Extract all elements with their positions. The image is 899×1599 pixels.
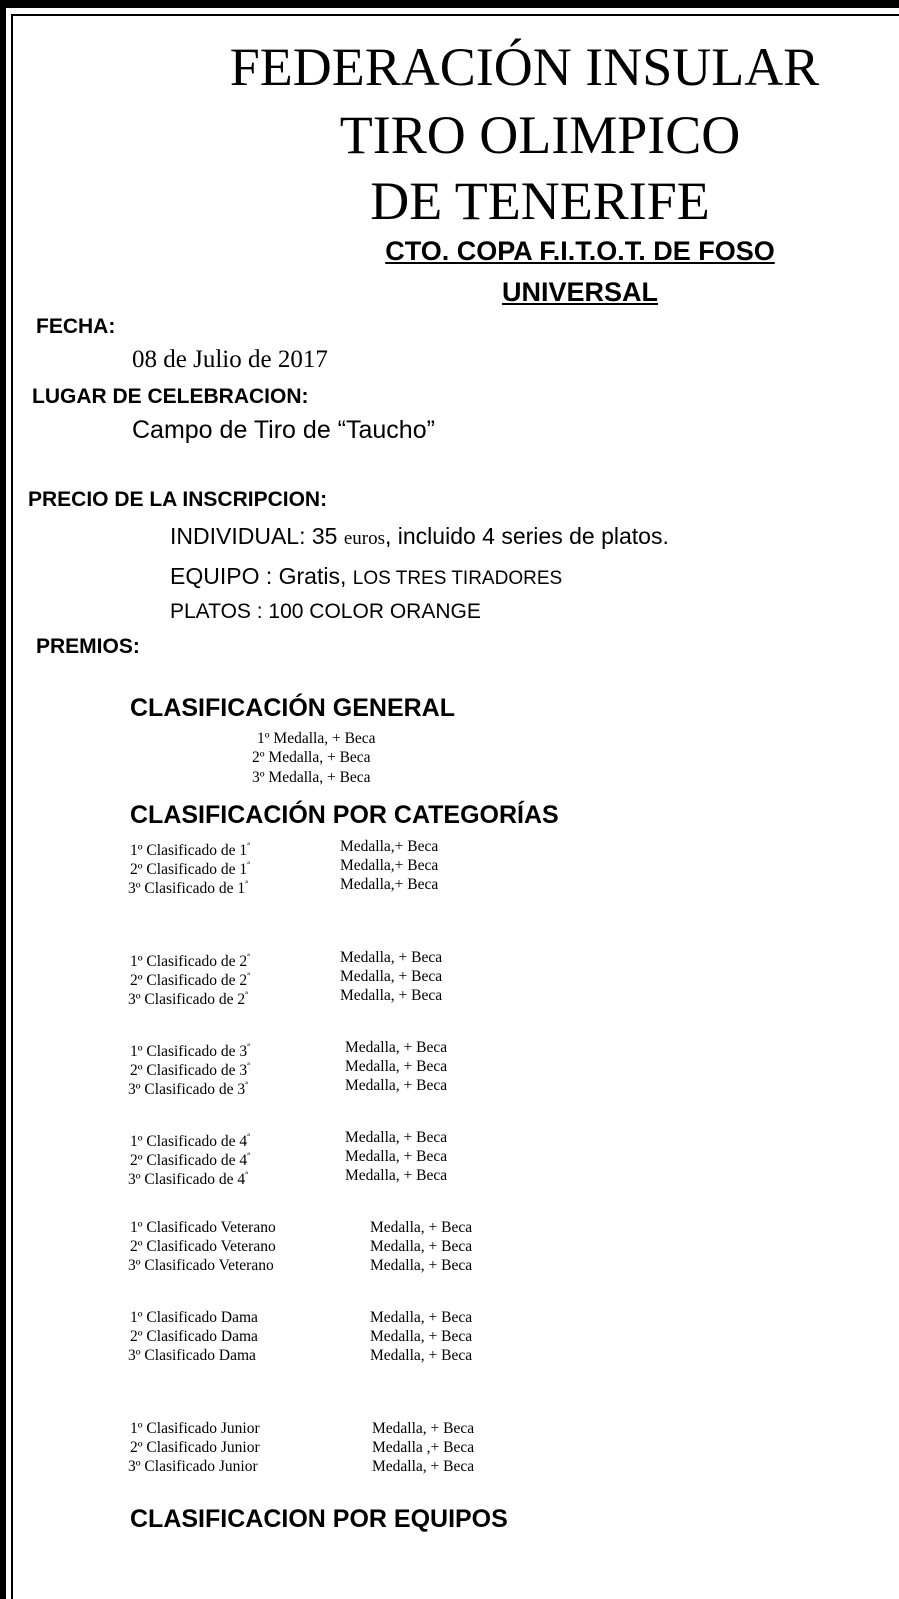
category-place: 1º Clasificado Dama [130, 1309, 258, 1326]
category-place: 2º Clasificado de $3^ª$ [130, 1061, 250, 1080]
category-prize: Medalla, + Beca [345, 1148, 448, 1165]
category-prize: Medalla, + Beca [370, 1238, 473, 1255]
category-place: 2º Clasificado Dama [130, 1328, 258, 1345]
category-place: 2º Clasificado de $1^ª$ [130, 860, 250, 879]
category-place: 3º Clasificado de $4^ª$ [128, 1170, 248, 1189]
general-item: 3º Medalla, + Beca [252, 769, 371, 786]
category-prize: Medalla, + Beca [340, 968, 443, 985]
category-place: 1º Clasificado de $4^ª$ [130, 1132, 250, 1151]
category-prize: Medalla, + Beca [345, 1058, 448, 1075]
precio-equipo-suffix: LOS TRES TIRADORES [352, 568, 563, 589]
category-place: 1º Clasificado de $3^ª$ [130, 1042, 250, 1061]
category-prize: Medalla ,+ Beca [372, 1439, 475, 1456]
general-item: 1º Medalla, + Beca [257, 730, 376, 747]
precio-individual-prefix: INDIVIDUAL: 35 [170, 523, 344, 549]
category-prize: Medalla, + Beca [340, 949, 443, 966]
category-prize: Medalla, + Beca [372, 1420, 475, 1437]
category-place: 1º Clasificado Junior [130, 1420, 260, 1437]
categorias-heading: CLASIFICACIÓN POR CATEGORÍAS [130, 801, 559, 829]
category-place: 3º Clasificado Junior [128, 1458, 258, 1475]
premios-label: PREMIOS: [36, 635, 140, 658]
category-prize: Medalla, + Beca [370, 1347, 473, 1364]
category-prize: Medalla, + Beca [370, 1219, 473, 1236]
category-prize: Medalla, + Beca [340, 987, 443, 1004]
category-prize: Medalla, + Beca [345, 1129, 448, 1146]
precio-individual-suffix: , incluido 4 series de platos. [385, 523, 669, 549]
subtitle-line-2: UNIVERSAL [501, 277, 658, 307]
title-line-3: DE TENERIFE [370, 171, 710, 231]
category-place: 3º Clasificado Veterano [128, 1257, 274, 1274]
precio-equipo [170, 563, 562, 590]
title-line-2: TIRO OLIMPICO [339, 105, 741, 165]
category-place: 3º Clasificado de $3^ª$ [128, 1080, 248, 1099]
equipos-heading: CLASIFICACION POR EQUIPOS [130, 1505, 508, 1533]
lugar-value: Campo de Tiro de “Taucho” [132, 416, 435, 444]
category-prize: Medalla, + Beca [345, 1077, 448, 1094]
category-prize: Medalla,+ Beca [340, 857, 439, 874]
category-place: 2º Clasificado de $2^ª$ [130, 971, 250, 990]
title-line-1: FEDERACIÓN INSULAR [229, 37, 820, 97]
category-place: 1º Clasificado de $1^ª$ [130, 841, 250, 860]
category-prize: Medalla, + Beca [370, 1328, 473, 1345]
category-place: 3º Clasificado de $1^ª$ [128, 879, 248, 898]
subtitle-line-1: CTO. COPA F.I.T.O.T. DE FOSO [385, 236, 775, 266]
precio-platos: PLATOS : 100 COLOR ORANGE [170, 600, 481, 623]
category-prize: Medalla, + Beca [370, 1257, 473, 1274]
category-prize: Medalla, + Beca [345, 1039, 448, 1056]
precio-label: PRECIO DE LA INSCRIPCION: [28, 488, 328, 511]
lugar-label: LUGAR DE CELEBRACION: [32, 385, 309, 408]
category-prize: Medalla, + Beca [345, 1167, 448, 1184]
category-prize: Medalla, + Beca [372, 1458, 475, 1475]
fecha-value: 08 de Julio de 2017 [132, 346, 328, 373]
category-prize: Medalla, + Beca [370, 1309, 473, 1326]
category-place: 2º Clasificado Veterano [130, 1238, 276, 1255]
category-place: 2º Clasificado Junior [130, 1439, 260, 1456]
category-place: 1º Clasificado Veterano [130, 1219, 276, 1236]
category-prize: Medalla,+ Beca [340, 838, 439, 855]
precio-individual-unit: euros [343, 528, 385, 549]
category-place: 1º Clasificado de $2^ª$ [130, 952, 250, 971]
category-place: 2º Clasificado de $4^ª$ [130, 1151, 250, 1170]
category-prize: Medalla,+ Beca [340, 876, 439, 893]
general-heading: CLASIFICACIÓN GENERAL [130, 694, 455, 722]
category-place: 3º Clasificado Dama [128, 1347, 256, 1364]
fecha-label: FECHA: [36, 315, 116, 338]
precio-equipo-prefix: EQUIPO : Gratis, [170, 563, 353, 589]
precio-individual [170, 523, 669, 550]
general-item: 2º Medalla, + Beca [252, 749, 371, 766]
category-place: 3º Clasificado de $2^ª$ [128, 990, 248, 1009]
